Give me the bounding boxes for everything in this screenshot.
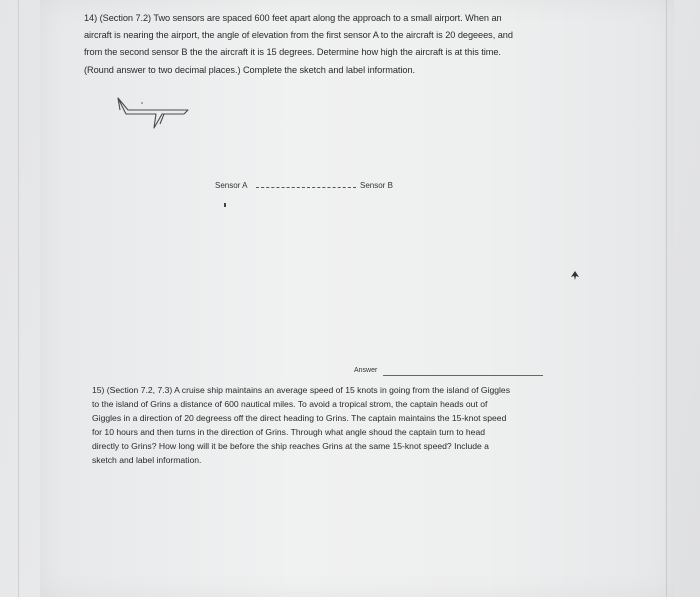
problem-15-line: directly to Grins? How long will it be before the ship reaches Grins at the same 15-knot speed? Include a	[92, 440, 489, 451]
answer-label: Answer	[354, 367, 378, 374]
sensor-a-label: Sensor A	[215, 181, 248, 190]
problem-15-line: to the island of Grins a distance of 600 nautical miles. To avoid a tropical strom, the captain heads out of	[92, 398, 488, 409]
problem-14-line: (Round answer to two decimal places.) Complete the sketch and label information.	[84, 64, 416, 75]
problem-15-line: sketch and label information.	[92, 454, 202, 465]
answer-blank[interactable]	[383, 375, 543, 376]
problem-15-line: Giggles in a direction of 20 degreess off the direct heading to Grins. The captain maintains the 15-knot speed	[92, 412, 507, 423]
sensor-b-label: Sensor B	[360, 181, 393, 190]
page-edge-left	[18, 0, 19, 597]
pointer-icon	[570, 268, 580, 286]
problem-14-line: aircraft is nearing the airport, the angle of elevation from the first sensor A to the aircraft is 20 degeees, and	[84, 30, 513, 41]
worksheet-page	[40, 0, 674, 597]
page-edge-right	[666, 0, 667, 597]
problem-14-line: from the second sensor B the the aircraft it is 15 degrees. Determine how high the aircraft is at this time.	[84, 47, 501, 58]
airplane-icon	[114, 94, 192, 137]
problem-15-line: for 10 hours and then turns in the direction of Grins. Through what angle shoud the captain turn to head	[92, 426, 486, 437]
pencil-mark	[224, 203, 226, 207]
problem-14-text	[84, 10, 584, 79]
problem-15-text	[92, 384, 582, 467]
problem-14-line: 14) (Section 7.2) Two sensors are spaced 600 feet apart along the approach to a small airport. When an	[84, 13, 502, 23]
sensor-distance-line	[256, 187, 356, 188]
problem-15-line: 15) (Section 7.2, 7.3) A cruise ship maintains an average speed of 15 knots in going from the island of Giggles	[92, 385, 510, 395]
